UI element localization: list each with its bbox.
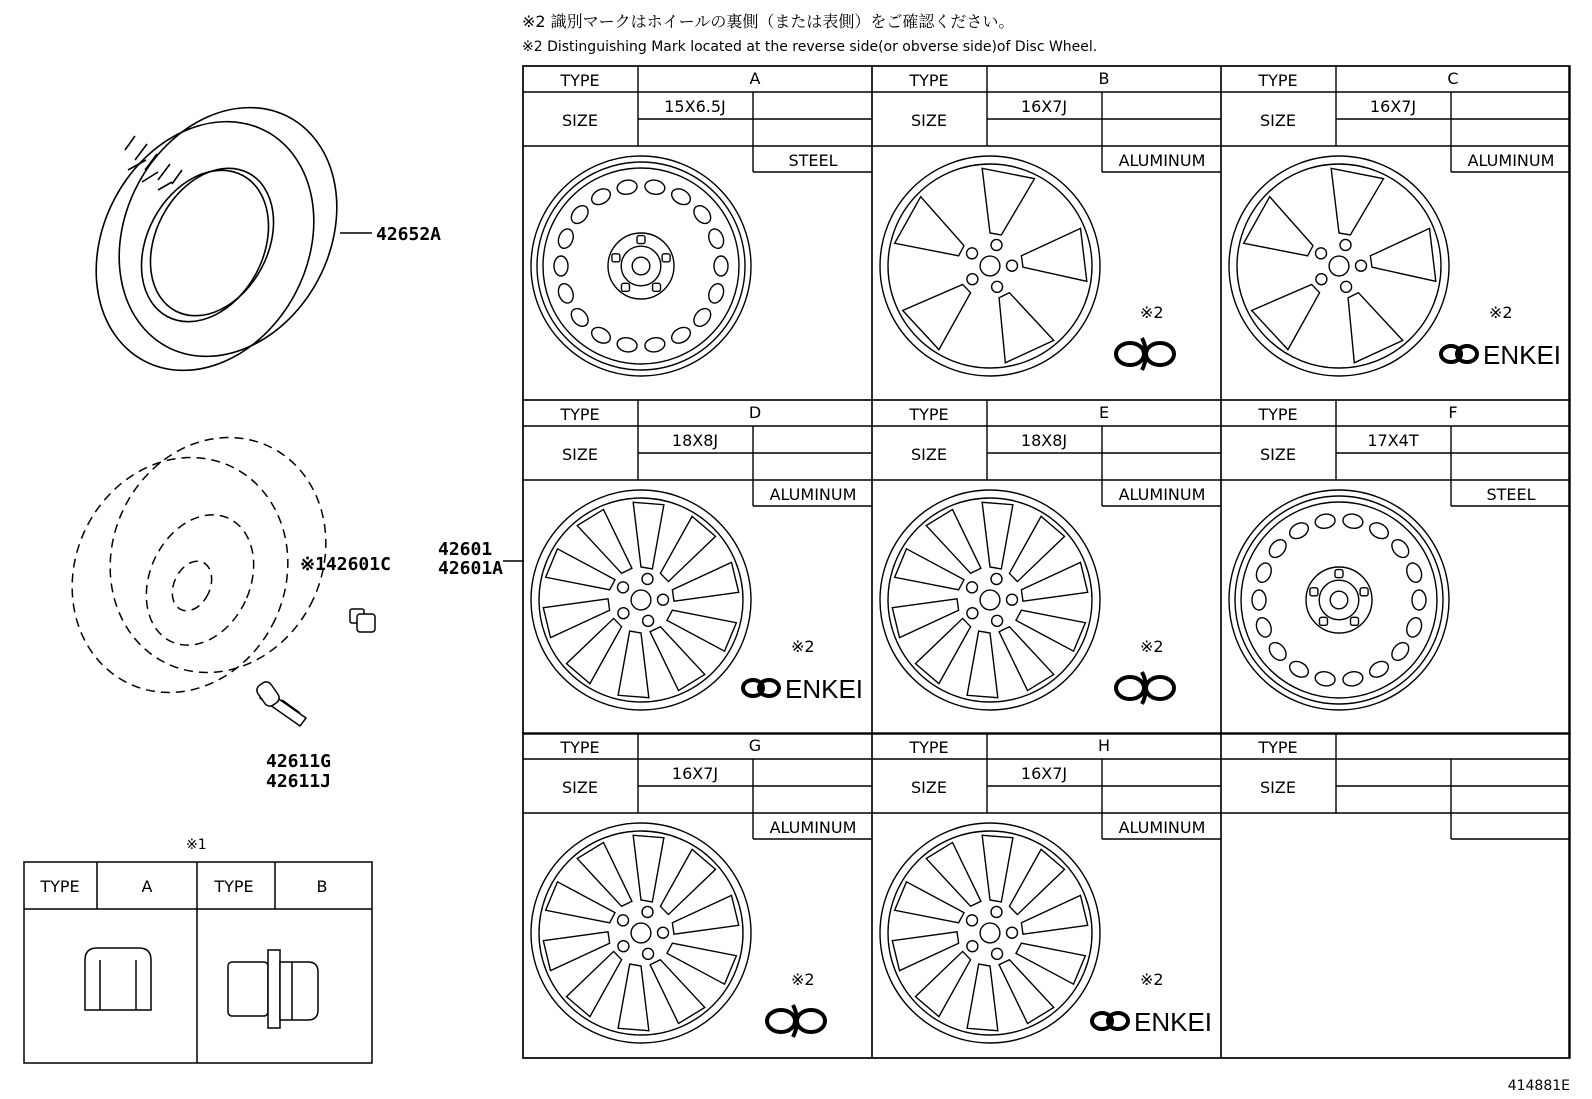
wheel-cell — [523, 400, 872, 734]
wheel-table — [523, 66, 1569, 1058]
mark-ref: ※2 — [791, 637, 815, 656]
material-value: ALUMINUM — [769, 818, 857, 837]
size-value: 16X7J — [671, 764, 719, 783]
figure-id: 414881E — [1507, 1078, 1570, 1094]
nut-type-a-label: TYPE — [40, 877, 80, 896]
type-label: TYPE — [909, 71, 949, 90]
chain-mark-icon — [1116, 338, 1174, 370]
size-value: 16X7J — [1369, 97, 1417, 116]
enkei-mark-icon — [743, 674, 863, 704]
size-value: 16X7J — [1020, 764, 1068, 783]
enkei-mark-text: ENKEI — [1134, 1007, 1213, 1037]
mark-ref: ※2 — [1140, 637, 1164, 656]
part-number-tire: 42652A — [376, 224, 442, 245]
mark-ref: ※2 — [1140, 303, 1164, 322]
material-value: ALUMINUM — [1118, 151, 1206, 170]
nut-b-icon — [228, 950, 318, 1028]
wheel-cell — [1221, 733, 1570, 1058]
part-number-valve-2: 42611J — [266, 771, 332, 792]
type-value: H — [1097, 736, 1111, 755]
wheel-icon — [1229, 490, 1449, 710]
type-label: TYPE — [560, 405, 600, 424]
wheel-cell — [872, 733, 1221, 1058]
enkei-mark-icon — [1092, 1007, 1212, 1037]
note-japanese: ※2 識別マークはホイールの裏側（または表側）をご確認ください。 — [522, 12, 1015, 31]
valve-stem-icon — [255, 680, 306, 726]
nut-type-a-value: A — [141, 877, 153, 896]
type-value: G — [748, 736, 762, 755]
size-label: SIZE — [562, 778, 598, 797]
wheel-icon — [880, 156, 1100, 376]
wheel-cell — [872, 66, 1221, 400]
nut-type-b-value: B — [316, 877, 328, 896]
size-label: SIZE — [911, 111, 947, 130]
mark-ref: ※2 — [1489, 303, 1513, 322]
wheel-icon — [1229, 156, 1449, 376]
wheel-cell — [1221, 66, 1570, 400]
tire-illustration — [54, 69, 379, 408]
wheel-icon — [880, 490, 1100, 710]
wheel-cell — [523, 66, 872, 400]
part-number-wheel-2: 42601A — [438, 558, 504, 579]
mark-ref: ※2 — [791, 970, 815, 989]
type-label: TYPE — [1258, 405, 1298, 424]
size-value: 15X6.5J — [664, 97, 726, 116]
size-value: 18X8J — [1020, 431, 1068, 450]
enkei-mark-text: ENKEI — [1483, 340, 1562, 370]
hub-nut-icon — [350, 609, 375, 632]
material-value: ALUMINUM — [1467, 151, 1555, 170]
type-label: TYPE — [909, 738, 949, 757]
note-english: ※2 Distinguishing Mark located at the reverse side(or obverse side)of Disc Wheel. — [522, 39, 1098, 55]
size-label: SIZE — [1260, 778, 1296, 797]
size-label: SIZE — [562, 445, 598, 464]
size-value: 16X7J — [1020, 97, 1068, 116]
mark-ref: ※2 — [1140, 970, 1164, 989]
part-number-wheel-1: 42601 — [438, 539, 493, 560]
size-label: SIZE — [1260, 111, 1296, 130]
type-label: TYPE — [1258, 738, 1298, 757]
nut-table-ref: ※1 — [186, 837, 207, 853]
wheel-icon — [880, 823, 1100, 1043]
part-number-valve-1: 42611G — [266, 751, 332, 772]
wheel-icon — [531, 490, 751, 710]
size-value: 18X8J — [671, 431, 719, 450]
chain-mark-icon — [1116, 672, 1174, 704]
type-value: F — [1448, 403, 1458, 422]
chain-mark-icon — [767, 1005, 825, 1037]
enkei-mark-text: ENKEI — [785, 674, 864, 704]
type-label: TYPE — [1258, 71, 1298, 90]
material-value: ALUMINUM — [769, 485, 857, 504]
type-value: D — [748, 403, 762, 422]
size-label: SIZE — [1260, 445, 1296, 464]
size-value: 17X4T — [1367, 431, 1419, 450]
wheel-icon — [531, 823, 751, 1043]
part-number-nut: ※142601C — [300, 554, 391, 575]
type-value: E — [1098, 403, 1110, 422]
type-value: B — [1098, 69, 1110, 88]
material-value: STEEL — [788, 151, 838, 170]
type-value: A — [749, 69, 761, 88]
size-label: SIZE — [911, 445, 947, 464]
type-label: TYPE — [909, 405, 949, 424]
enkei-mark-icon — [1441, 340, 1561, 370]
material-value: STEEL — [1486, 485, 1536, 504]
wheel-cell — [872, 400, 1221, 734]
nut-type-b-label: TYPE — [214, 877, 254, 896]
material-value: ALUMINUM — [1118, 818, 1206, 837]
type-value: C — [1447, 69, 1459, 88]
wheel-cell — [1221, 400, 1570, 734]
wheel-cell — [523, 733, 872, 1058]
material-value: ALUMINUM — [1118, 485, 1206, 504]
type-label: TYPE — [560, 71, 600, 90]
type-label: TYPE — [560, 738, 600, 757]
nut-a-icon — [85, 948, 151, 1010]
wheel-cells — [523, 66, 1570, 1058]
size-label: SIZE — [562, 111, 598, 130]
wheel-icon — [531, 156, 751, 376]
size-label: SIZE — [911, 778, 947, 797]
